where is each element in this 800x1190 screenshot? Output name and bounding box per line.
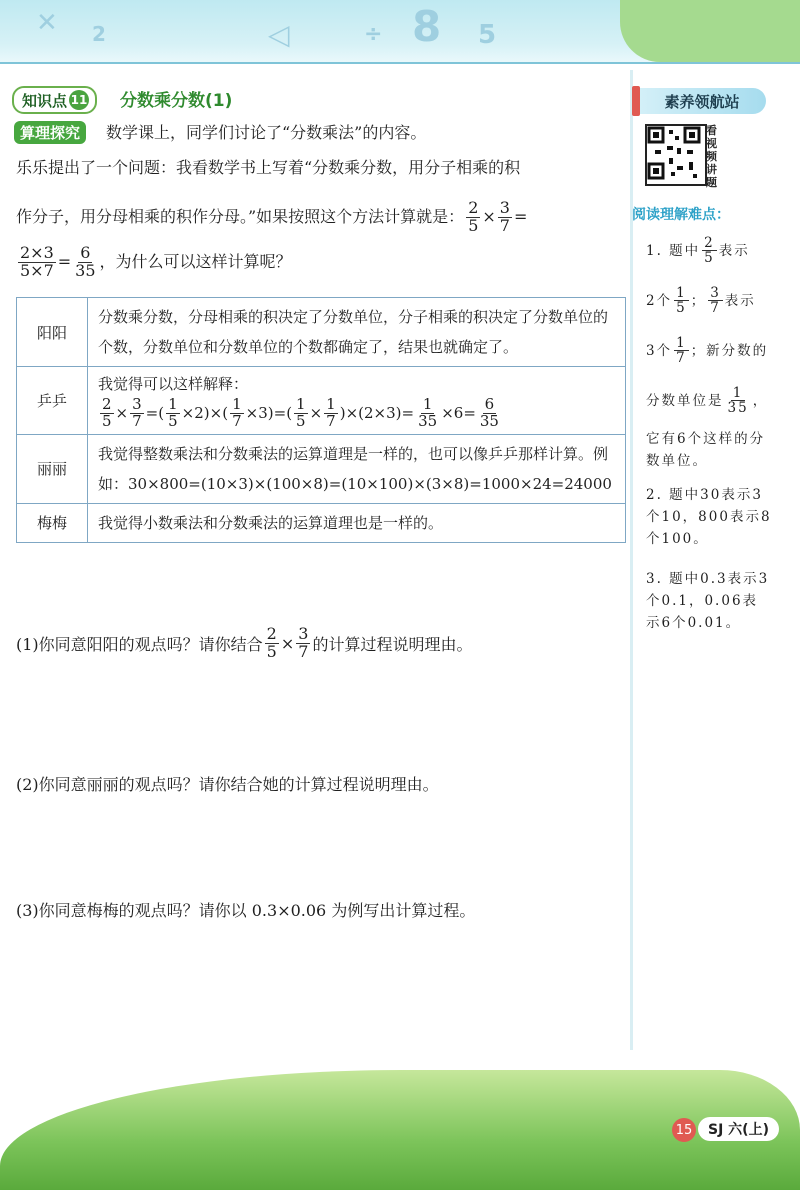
divider xyxy=(0,62,800,64)
question-text: 的计算过程说明理由。 xyxy=(312,634,473,654)
paren: ) xyxy=(339,404,346,423)
paren: ( xyxy=(158,404,165,423)
equals-sign: = xyxy=(463,404,476,423)
note-line: 3个 $\frac{1}{7}$ ；新分数的 xyxy=(646,335,769,367)
intro-text: ，为什么可以这样计算呢？ xyxy=(99,252,292,272)
student-viewpoint: 分数乘分数，分母相乘的积决定了分数单位，分子相乘的积决定了分数单位的个数，分数单位和分数单位的个数都确定了，结果也就确定了。 xyxy=(88,298,626,367)
fraction: $\frac{1}{5}$ xyxy=(168,395,178,430)
note-line: 3. 题中0.3表示3个0.1，0.06表示6个0.01。 xyxy=(646,571,770,631)
student-name: 乒乒 xyxy=(17,367,88,435)
fraction: $\frac{2}{5}$ xyxy=(266,624,277,661)
fraction: $\frac{3}{7}$ xyxy=(298,624,309,661)
equals-sign: = xyxy=(145,404,159,423)
times-sign: × xyxy=(345,404,359,423)
question-3: (3)你同意梅梅的观点吗？请你以 0.3×0.06 为例写出计算过程。 xyxy=(16,901,476,920)
decoration-icon: 5 xyxy=(478,20,497,50)
note-line: 分数单位是 $\frac{1}{35}$ ， xyxy=(646,385,769,417)
fraction: $\frac{3}{7}$ xyxy=(710,285,721,317)
term: ×2 xyxy=(181,404,204,423)
fraction: $\frac{1}{7}$ xyxy=(232,395,242,430)
fraction: $\frac{1}{7}$ xyxy=(326,395,336,430)
student-viewpoint: 我觉得小数乘法和分数乘法的运算道理也是一样的。 xyxy=(88,503,626,542)
intro-line xyxy=(16,245,292,280)
fraction: $\frac{1}{35}$ xyxy=(727,385,749,417)
fraction: $\frac{2\times 3}{5\times 7}$ xyxy=(20,243,54,280)
viewpoints-table xyxy=(16,297,626,543)
kp-number: 11 xyxy=(69,90,89,110)
question-text: (1)你同意阳阳的观点吗？请你结合 xyxy=(16,634,263,654)
fraction: $\frac{2}{5}$ xyxy=(102,395,112,430)
fraction: $\frac{1}{5}$ xyxy=(296,395,306,430)
paren: ) xyxy=(267,404,274,423)
table-row xyxy=(17,298,626,367)
fraction: $\frac{2}{5}$ xyxy=(468,198,479,235)
book-label: SJ 六(上) xyxy=(698,1117,779,1141)
table-row xyxy=(17,434,626,503)
fraction: $\frac{1}{35}$ xyxy=(418,395,438,430)
paren: ( xyxy=(222,404,229,423)
note-line: 2个 $\frac{1}{5}$ ； $\frac{3}{7}$ 表示 xyxy=(646,285,756,317)
intro-line: 乐乐提出了一个问题：我看数学书上写着“分数乘分数，用分子相乘的积 xyxy=(16,158,521,177)
term: ×6 xyxy=(441,404,464,423)
decoration-icon: ◁ xyxy=(268,18,290,51)
fraction: $\frac{2}{5}$ xyxy=(704,235,715,267)
student-viewpoint: 我觉得整数乘法和分数乘法的运算道理是一样的，也可以像乒乒那样计算。例如：30×800=(10×3)×(100×8)=(10×100)×(3×8)=1000×24=24000 xyxy=(88,434,626,503)
paren: ( xyxy=(286,404,293,423)
times-sign: × xyxy=(209,404,223,423)
times-sign: × xyxy=(482,207,496,227)
question-1 xyxy=(16,626,472,661)
section-tag: 算理探究 xyxy=(14,121,86,144)
fraction: $\frac{3}{7}$ xyxy=(499,198,510,235)
fraction: $\frac{1}{7}$ xyxy=(676,335,687,367)
page-title: 分数乘分数(1) xyxy=(120,91,233,111)
intro-text: 作分子，用分母相乘的积作分母。”如果按照这个方法计算就是： xyxy=(16,207,465,227)
leaf-illustration xyxy=(620,0,800,62)
reading-title: 阅读理解难点： xyxy=(632,207,730,223)
table-row xyxy=(17,503,626,542)
fraction: $\frac{1}{5}$ xyxy=(676,285,687,317)
decoration-icon: 8 xyxy=(412,2,442,51)
qr-code-icon[interactable] xyxy=(645,124,707,186)
term: ×3 xyxy=(245,404,268,423)
times-sign: × xyxy=(280,633,295,653)
intro-line xyxy=(16,200,527,235)
note-line: 它有6个这样的分数单位。 xyxy=(646,431,766,469)
decoration-icon: 2 xyxy=(92,22,106,46)
paren: ) xyxy=(203,404,210,423)
fraction: $\frac{6}{35}$ xyxy=(479,395,499,430)
note-line: 2. 题中30表示3个10，800表示8个100。 xyxy=(646,487,772,547)
decoration-icon: ✕ xyxy=(36,8,58,38)
note-line: 1. 题中 $\frac{2}{5}$ 表示 xyxy=(646,235,750,267)
video-label: 看视频讲题 xyxy=(706,124,717,189)
knowledge-point-badge xyxy=(12,86,97,114)
sidebar-title: 素养领航站 xyxy=(638,88,766,114)
times-sign: × xyxy=(115,404,129,423)
equals-sign: = xyxy=(401,404,415,423)
times-sign: × xyxy=(309,404,323,423)
decoration-icon: ÷ xyxy=(364,22,383,47)
table-row xyxy=(17,367,626,435)
viewpoint-intro: 我觉得可以这样解释： xyxy=(98,375,249,393)
kp-label: 知识点 xyxy=(22,91,68,110)
equals-sign: = xyxy=(513,207,528,227)
student-name: 阳阳 xyxy=(17,298,88,367)
fraction: $\frac{6}{35}$ xyxy=(75,243,96,280)
student-name: 丽丽 xyxy=(17,434,88,503)
term: (2×3) xyxy=(358,404,402,423)
page-number: 15 xyxy=(672,1118,696,1142)
question-2: (2)你同意丽丽的观点吗？请你结合她的计算过程说明理由。 xyxy=(16,775,439,794)
equals-sign: = xyxy=(273,404,287,423)
student-viewpoint xyxy=(88,367,626,435)
fraction: $\frac{3}{7}$ xyxy=(132,395,142,430)
math-expression xyxy=(98,397,615,430)
equals-sign: = xyxy=(57,252,72,272)
student-name: 梅梅 xyxy=(17,503,88,542)
intro-line: 数学课上，同学们讨论了“分数乘法”的内容。 xyxy=(106,123,427,142)
